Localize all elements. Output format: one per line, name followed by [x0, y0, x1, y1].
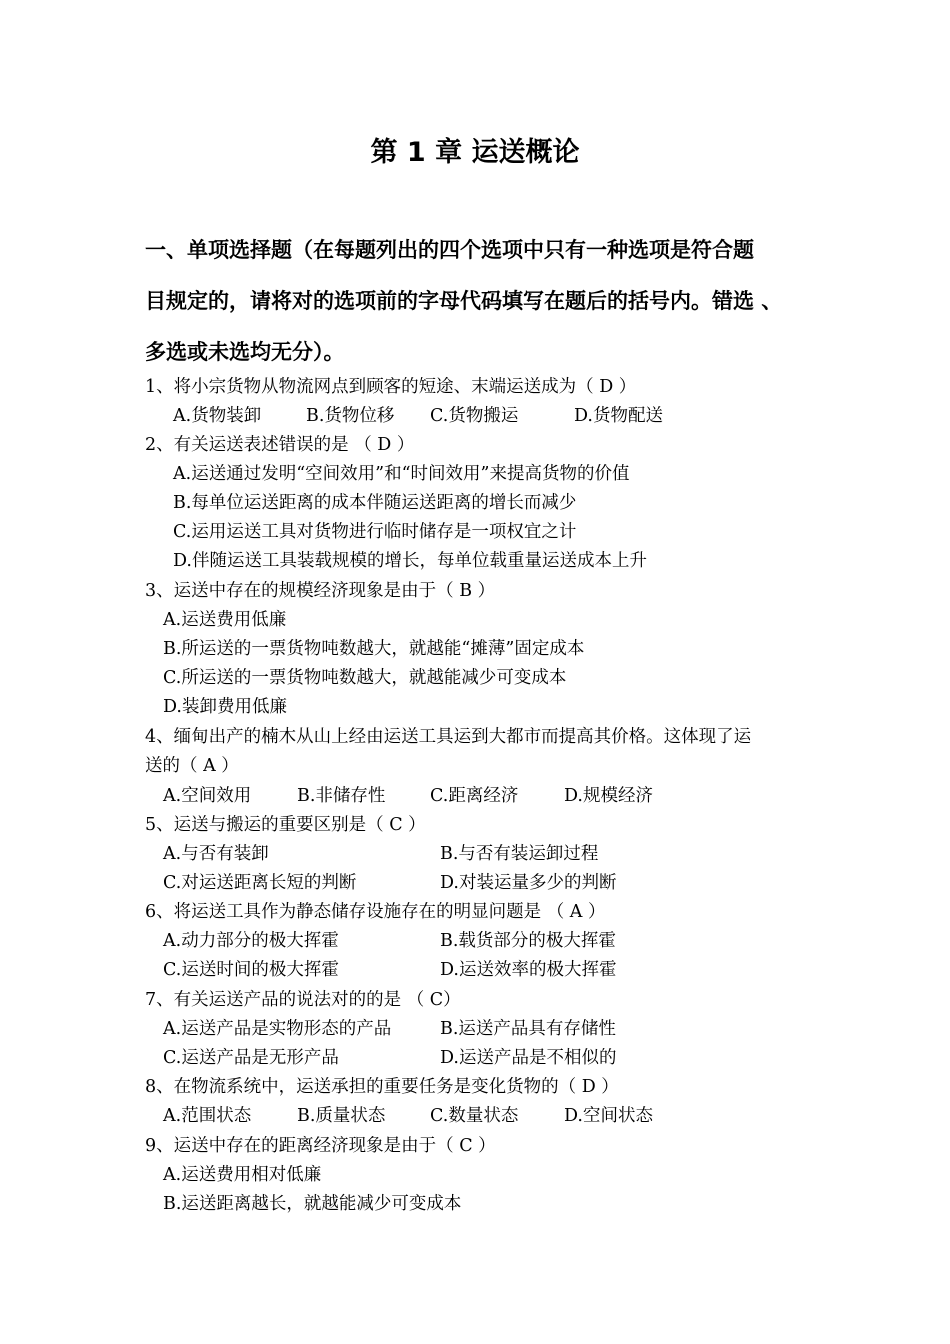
question-1-option-d: D.货物配送 [574, 406, 663, 426]
question-5-option-d: D.对装运量多少的判断 [440, 873, 617, 893]
question-4-option-b: B.非储存性 [297, 786, 386, 806]
question-7-option-d: D.运送产品是不相似的 [440, 1048, 617, 1068]
question-7-option-b: B.运送产品具有存储性 [440, 1019, 616, 1039]
question-8-option-b: B.质量状态 [297, 1106, 386, 1126]
question-2-stem: 2、有关运送表述错误的是 （ D ） [145, 435, 415, 455]
question-7-stem: 7、有关运送产品的说法对的的是 （ C） [145, 990, 461, 1010]
question-2-option-a: A.运送通过发明“空间效用”和“时间效用”来提高货物的价值 [173, 464, 630, 484]
question-8-option-c: C.数量状态 [430, 1106, 519, 1126]
question-9-stem: 9、运送中存在的距离经济现象是由于（ C ） [145, 1136, 496, 1156]
question-1-stem: 1、将小宗货物从物流网点到顾客的短途、末端运送成为（ D ） [145, 377, 637, 397]
question-6-option-c: C.运送时间的极大挥霍 [163, 960, 339, 980]
question-9-option-b: B.运送距离越长，就越能减少可变成本 [163, 1194, 462, 1214]
question-3-option-b: B.所运送的一票货物吨数越大，就越能“摊薄”固定成本 [163, 639, 585, 659]
question-3-option-a: A.运送费用低廉 [163, 610, 287, 630]
question-1-option-b: B.货物位移 [306, 406, 395, 426]
question-2-option-c: C.运用运送工具对货物进行临时储存是一项权宜之计 [173, 522, 577, 542]
question-4-option-a: A.空间效用 [163, 786, 252, 806]
section-heading-line-1: 一、单项选择题（在每题列出的四个选项中只有一种选项是符合题 [145, 238, 754, 262]
section-heading-line-3: 多选或未选均无分）。 [145, 340, 345, 364]
question-9-option-a: A.运送费用相对低廉 [163, 1165, 322, 1185]
question-6-option-a: A.动力部分的极大挥霍 [163, 931, 339, 951]
question-6-stem: 6、将运送工具作为静态储存设施存在的明显问题是 （ A ） [145, 902, 606, 922]
question-6-option-b: B.载货部分的极大挥霍 [440, 931, 616, 951]
question-4-option-c: C.距离经济 [430, 786, 519, 806]
question-8-option-a: A.范围状态 [163, 1106, 252, 1126]
question-4-stem-line-1: 4、缅甸出产的楠木从山上经由运送工具运到大都市而提高其价格。这体现了运 [145, 727, 752, 747]
question-7-option-a: A.运送产品是实物形态的产品 [163, 1019, 392, 1039]
section-heading-line-2: 目规定的，请将对的选项前的字母代码填写在题后的括号内。错选 、 [145, 289, 783, 313]
question-4-stem-line-2: 送的（ A ） [145, 756, 239, 776]
question-4-option-d: D.规模经济 [564, 786, 653, 806]
question-5-stem: 5、运送与搬运的重要区别是（ C ） [145, 815, 426, 835]
question-7-option-c: C.运送产品是无形产品 [163, 1048, 339, 1068]
question-1-option-c: C.货物搬运 [430, 406, 519, 426]
question-1-option-a: A.货物装卸 [173, 406, 262, 426]
question-5-option-b: B.与否有装运卸过程 [440, 844, 599, 864]
question-3-option-d: D.装卸费用低廉 [163, 697, 287, 717]
question-5-option-c: C.对运送距离长短的判断 [163, 873, 357, 893]
question-6-option-d: D.运送效率的极大挥霍 [440, 960, 617, 980]
question-8-option-d: D.空间状态 [564, 1106, 653, 1126]
question-2-option-b: B.每单位运送距离的成本伴随运送距离的增长而减少 [173, 493, 577, 513]
question-2-option-d: D.伴随运送工具装载规模的增长，每单位载重量运送成本上升 [173, 551, 647, 571]
question-8-stem: 8、在物流系统中，运送承担的重要任务是变化货物的（ D ） [145, 1077, 619, 1097]
question-3-option-c: C.所运送的一票货物吨数越大，就越能减少可变成本 [163, 668, 567, 688]
question-5-option-a: A.与否有装卸 [163, 844, 269, 864]
question-3-stem: 3、运送中存在的规模经济现象是由于（ B ） [145, 581, 496, 601]
chapter-title: 第 1 章 运送概论 [370, 137, 580, 168]
